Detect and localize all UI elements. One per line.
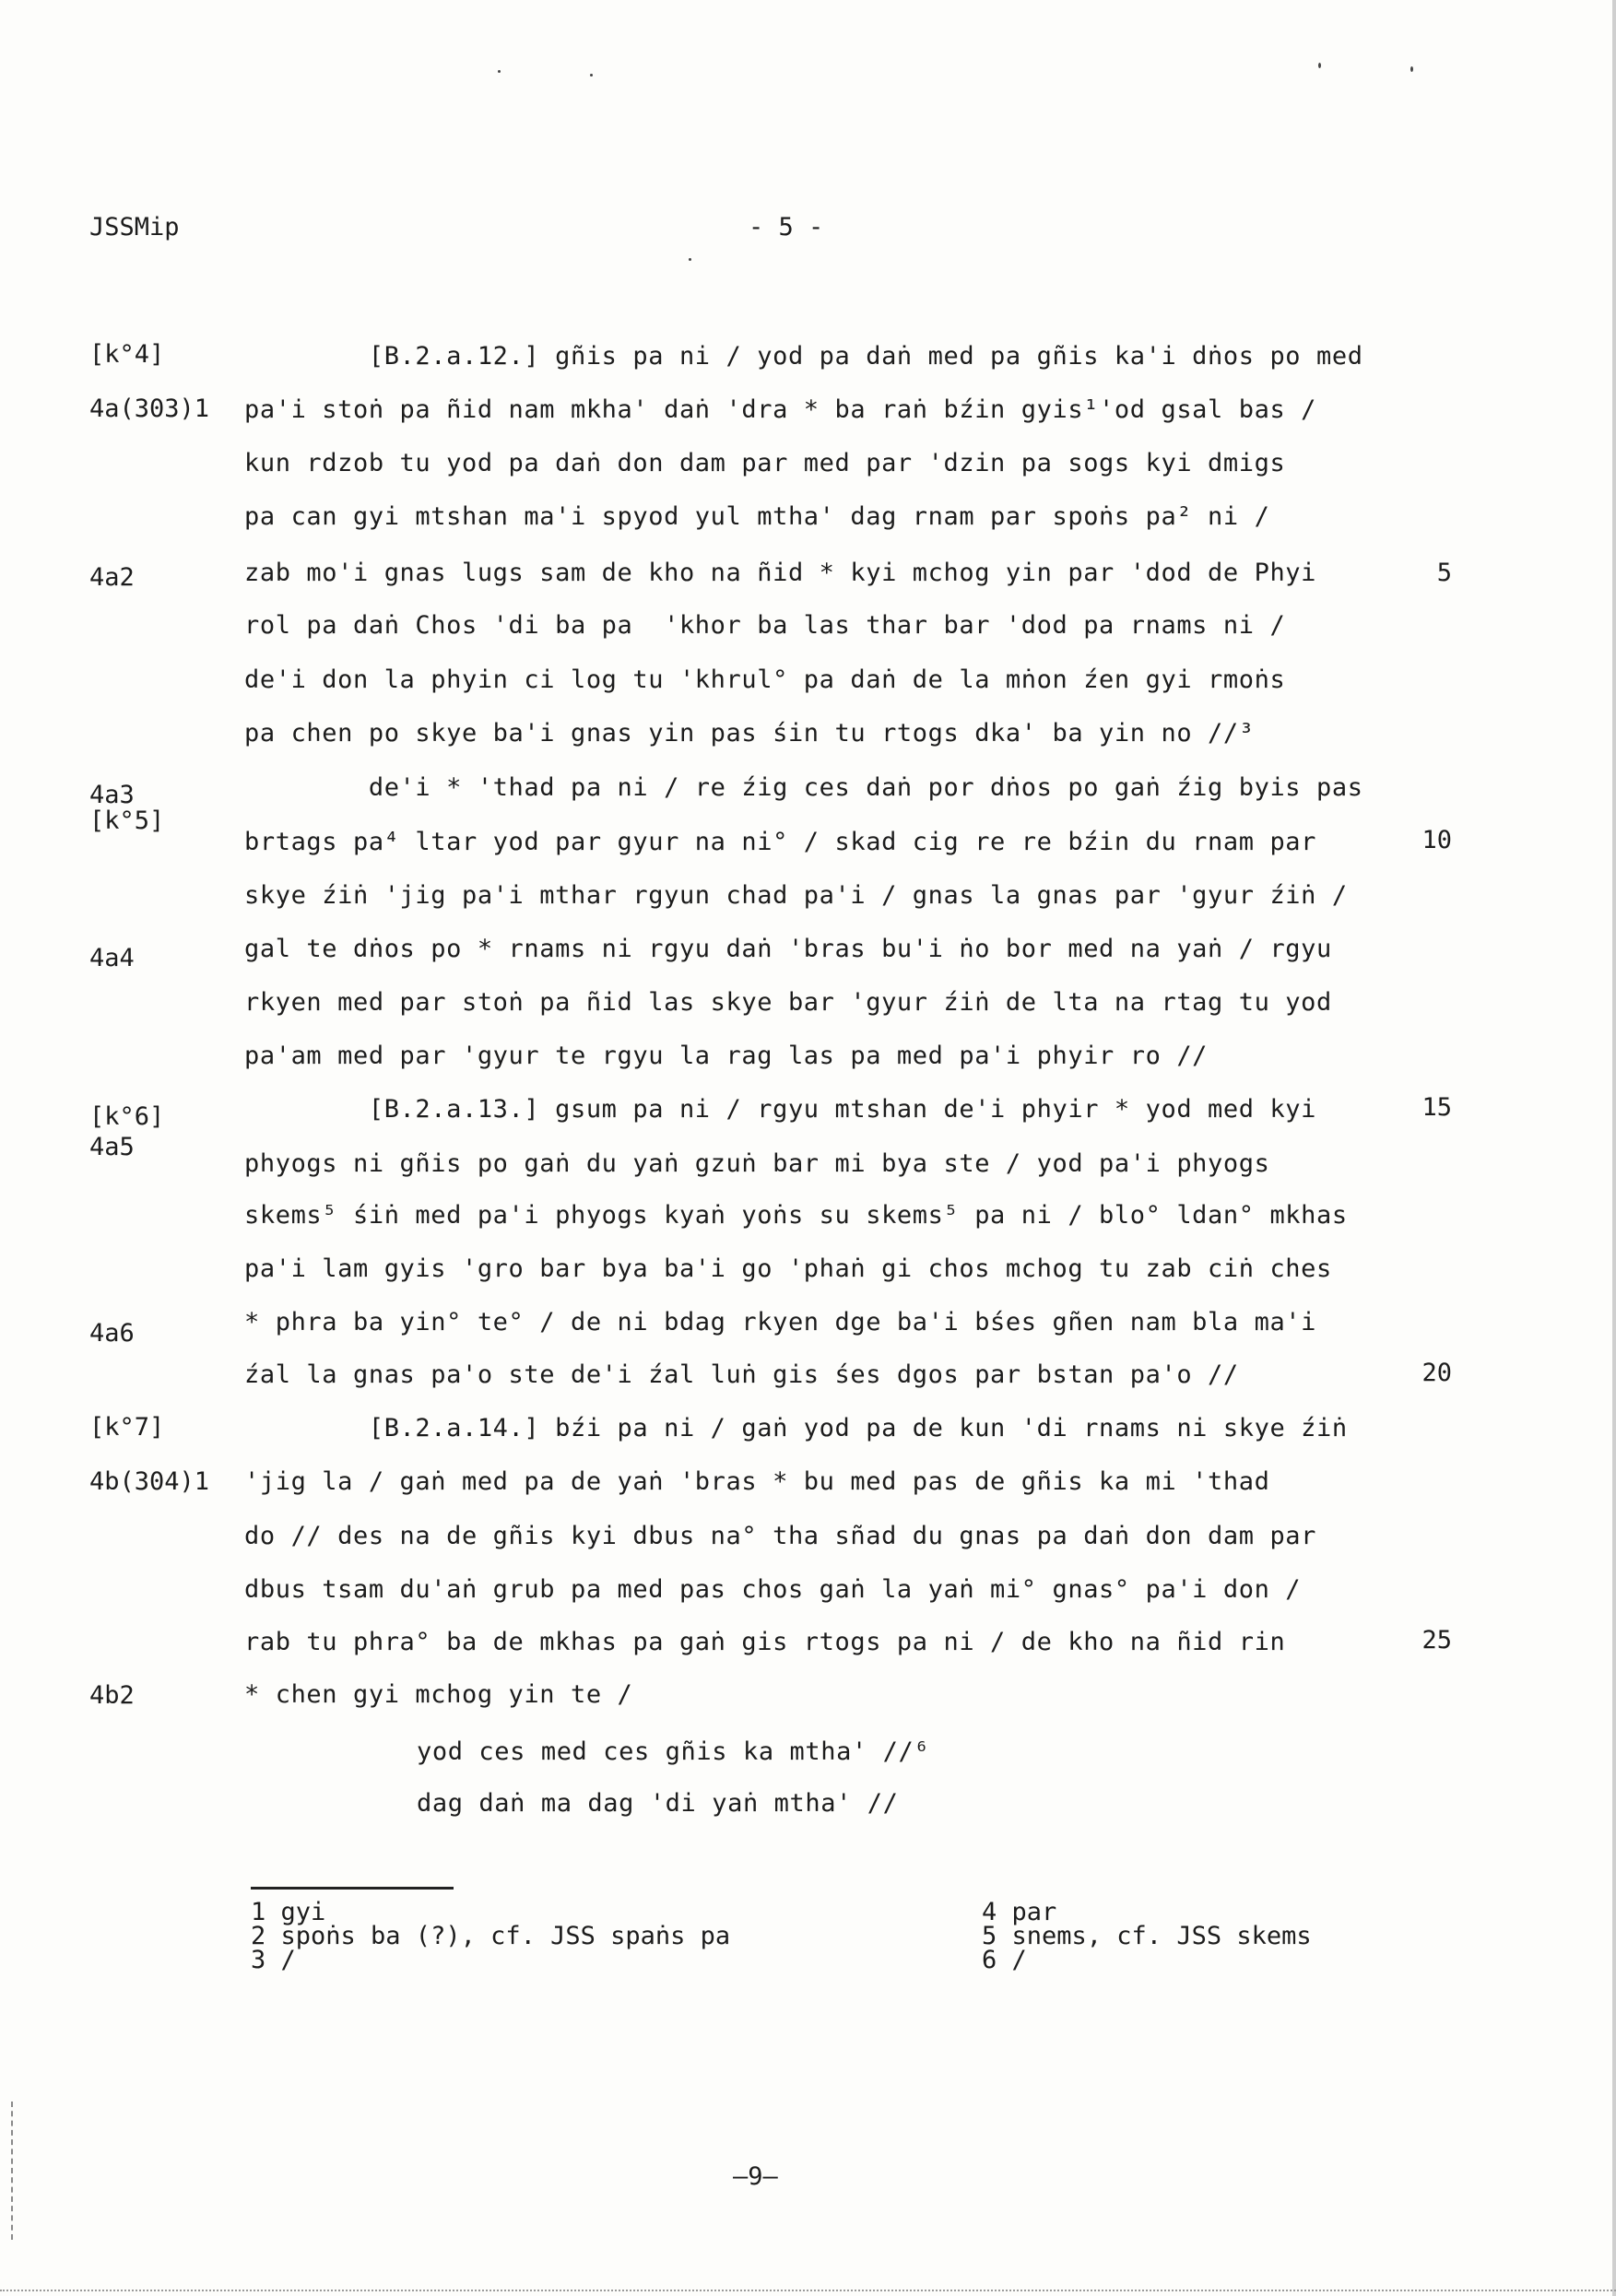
margin-ref: 4a2 <box>89 563 135 592</box>
margin-ref: 4b(304)1 <box>89 1467 210 1496</box>
text-line: [B.2.a.14.] bźi pa ni / gaṅ yod pa de kun 'di rnams ni skye źiṅ <box>244 1414 1348 1442</box>
text-line: dbus tsam du'aṅ grub pa med pas chos gaṅ la yaṅ mi° gnas° pa'i don / <box>244 1575 1302 1604</box>
text-line: rkyen med par stoṅ pa ñid las skye bar 'gyur źiṅ de lta na rtag tu yod <box>244 988 1332 1017</box>
scan-speck <box>590 74 593 77</box>
text-line: brtags pa⁴ ltar yod par gyur na ni° / skad cig re re bźin du rnam par <box>244 828 1317 856</box>
text-line: skye źiṅ 'jig pa'i mthar rgyun chad pa'i / gnas la gnas par 'gyur źiṅ / <box>244 881 1348 910</box>
margin-ref: 4a4 <box>89 944 135 972</box>
text-line: [B.2.a.13.] gsum pa ni / rgyu mtshan de'i phyir * yod med kyi <box>244 1095 1317 1124</box>
text-line: do // des na de gñis kyi dbus na° tha sñad du gnas pa daṅ don dam par <box>244 1522 1317 1550</box>
text-line: rol pa daṅ Chos 'di ba pa 'khor ba las thar bar 'dod pa rnams ni / <box>244 611 1286 640</box>
text-line: pa'i lam gyis 'gro bar bya ba'i go 'phaṅ gi chos mchog tu zab ciṅ ches <box>244 1254 1332 1283</box>
verse-line: yod ces med ces gñis ka mtha' //⁶ <box>417 1737 930 1766</box>
margin-ref: [k°5] <box>89 807 165 835</box>
margin-ref: 4a6 <box>89 1319 135 1348</box>
footnote: 2 spoṅs ba (?), cf. JSS spaṅs pa <box>251 1922 731 1950</box>
verse-line: dag daṅ ma dag 'di yaṅ mtha' // <box>417 1789 899 1818</box>
footnote: 3 / <box>251 1946 296 1974</box>
text-line: * phra ba yin° te° / de ni bdag rkyen dge ba'i bśes gñen nam bla ma'i <box>244 1308 1317 1336</box>
text-line: pa'i stoṅ pa ñid nam mkha' daṅ 'dra * ba raṅ bźin gyis¹'od gsal bas / <box>244 395 1317 424</box>
text-line: * chen gyi mchog yin te / <box>244 1680 633 1709</box>
footnote-rule <box>251 1887 454 1890</box>
margin-ref: 4a3 <box>89 781 135 809</box>
line-number: 5 <box>1436 559 1452 587</box>
footnote: 5 snems, cf. JSS skems <box>982 1922 1312 1950</box>
line-number: 25 <box>1421 1626 1452 1654</box>
scan-speck <box>498 70 501 73</box>
text-line: zab mo'i gnas lugs sam de kho na ñid * kyi mchog yin par 'dod de Phyi <box>244 559 1317 587</box>
text-line: pa'am med par 'gyur te rgyu la rag las pa med pa'i phyir ro // <box>244 1042 1209 1070</box>
text-line: skems⁵ śiṅ med pa'i phyogs kyaṅ yoṅs su skems⁵ pa ni / blo° ldan° mkhas <box>244 1201 1348 1230</box>
text-line: gal te dṅos po * rnams ni rgyu daṅ 'bras bu'i ṅo bor med na yaṅ / rgyu <box>244 935 1332 963</box>
page-number: —9— <box>733 2162 778 2191</box>
scan-speck <box>1318 63 1321 68</box>
text-line: pa chen po skye ba'i gnas yin pas śin tu rtogs dka' ba yin no //³ <box>244 719 1255 748</box>
scan-speck <box>689 258 691 261</box>
margin-ref: 4a5 <box>89 1133 135 1161</box>
header-left: JSSMip <box>89 213 180 241</box>
scan-bottom-edge <box>0 2290 1616 2291</box>
line-number: 15 <box>1421 1093 1452 1122</box>
scan-margin-mark <box>11 2102 13 2240</box>
scan-edge <box>1612 0 1616 2296</box>
text-line: rab tu phra° ba de mkhas pa gaṅ gis rtogs pa ni / de kho na ñid rin <box>244 1628 1286 1656</box>
margin-ref: [k°6] <box>89 1102 165 1131</box>
line-number: 10 <box>1421 826 1452 854</box>
text-line: źal la gnas pa'o ste de'i źal luṅ gis śes dgos par bstan pa'o // <box>244 1360 1239 1389</box>
line-number: 20 <box>1421 1359 1452 1387</box>
margin-ref: 4b2 <box>89 1681 135 1710</box>
margin-ref: [k°4] <box>89 340 165 369</box>
scan-speck <box>1410 66 1413 72</box>
text-line: phyogs ni gñis po gaṅ du yaṅ gzuṅ bar mi bya ste / yod pa'i phyogs <box>244 1149 1270 1178</box>
margin-ref: [k°7] <box>89 1413 165 1442</box>
footnote: 4 par <box>982 1898 1057 1926</box>
margin-ref: 4a(303)1 <box>89 394 210 423</box>
footnote: 1 gyi <box>251 1898 326 1926</box>
text-line: kun rdzob tu yod pa daṅ don dam par med par 'dzin pa sogs kyi dmigs <box>244 449 1286 477</box>
text-line: [B.2.a.12.] gñis pa ni / yod pa daṅ med pa gñis ka'i dṅos po med <box>244 342 1363 371</box>
header-page-marker: - 5 - <box>749 213 824 241</box>
footnote: 6 / <box>982 1946 1027 1974</box>
text-line: de'i * 'thad pa ni / re źig ces daṅ por dṅos po gaṅ źig byis pas <box>244 773 1363 802</box>
text-line: pa can gyi mtshan ma'i spyod yul mtha' dag rnam par spoṅs pa² ni / <box>244 502 1270 531</box>
text-line: 'jig la / gaṅ med pa de yaṅ 'bras * bu med pas de gñis ka mi 'thad <box>244 1467 1270 1496</box>
text-line: de'i don la phyin ci log tu 'khrul° pa daṅ de la mṅon źen gyi rmoṅs <box>244 665 1286 694</box>
